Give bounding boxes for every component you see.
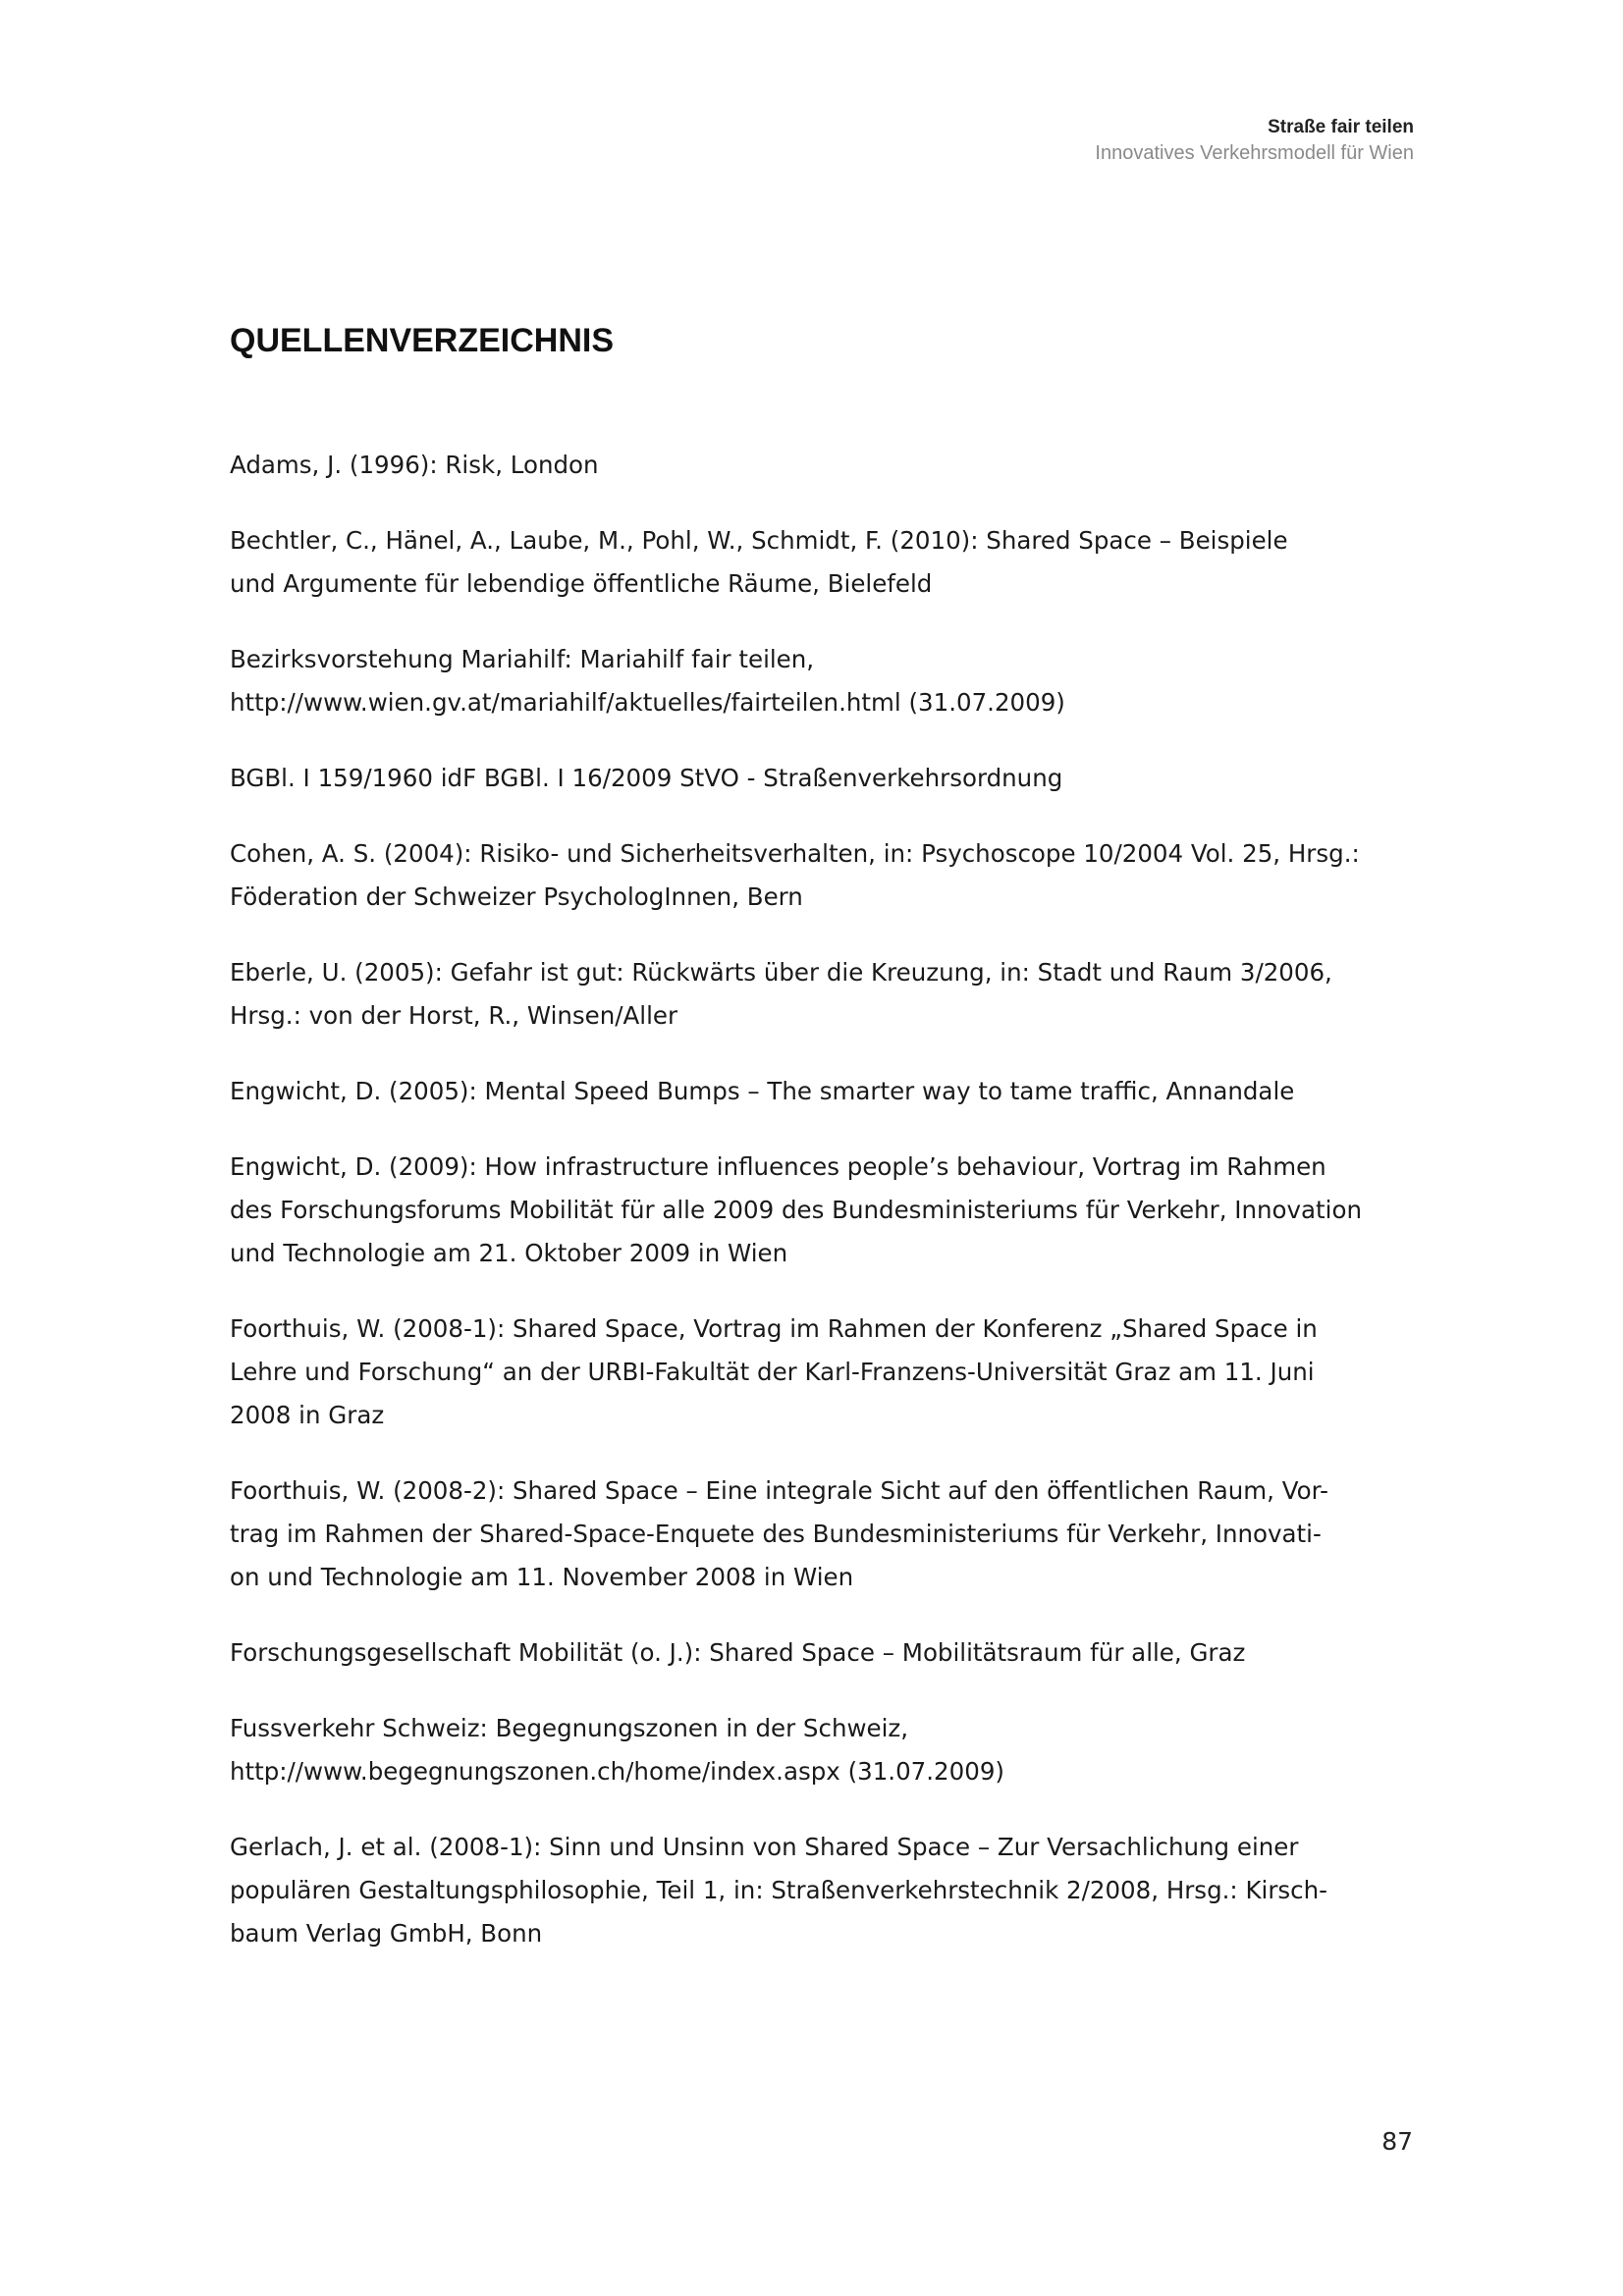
reference-line: http://www.begegnungszonen.ch/home/index.aspx (31.07.2009) — [230, 1757, 1004, 1786]
reference-line: Bezirksvorstehung Mariahilf: Mariahilf fair teilen, — [230, 645, 815, 673]
header-title: Straße fair teilen — [1268, 117, 1414, 137]
reference-line: BGBl. I 159/1960 idF BGBl. I 16/2009 StVO - Straßenverkehrsordnung — [230, 764, 1063, 792]
reference-line: Föderation der Schweizer PsychologInnen, Bern — [230, 882, 803, 911]
reference-line: Fussverkehr Schweiz: Begegnungszonen in der Schweiz, — [230, 1714, 909, 1742]
reference-entry — [230, 1631, 1418, 1675]
reference-line: baum Verlag GmbH, Bonn — [230, 1919, 543, 1948]
reference-entry — [230, 832, 1418, 919]
reference-line: und Argumente für lebendige öffentliche Räume, Bielefeld — [230, 569, 933, 598]
reference-line: Foorthuis, W. (2008-2): Shared Space – Eine integrale Sicht auf den öffentlichen Raum, Vor- — [230, 1476, 1328, 1505]
reference-line: und Technologie am 21. Oktober 2009 in Wien — [230, 1239, 788, 1267]
reference-line: Forschungsgesellschaft Mobilität (o. J.): Shared Space – Mobilitätsraum für alle, Graz — [230, 1638, 1246, 1667]
reference-line: Hrsg.: von der Horst, R., Winsen/Aller — [230, 1001, 678, 1030]
reference-line: Bechtler, C., Hänel, A., Laube, M., Pohl, W., Schmidt, F. (2010): Shared Space – Beispiele — [230, 526, 1288, 555]
reference-line: Engwicht, D. (2009): How infrastructure influences people’s behaviour, Vortrag im Rahmen — [230, 1152, 1326, 1181]
reference-entry — [230, 1146, 1418, 1275]
reference-line: 2008 in Graz — [230, 1401, 385, 1429]
reference-line: Adams, J. (1996): Risk, London — [230, 451, 599, 479]
reference-line: Foorthuis, W. (2008-1): Shared Space, Vortrag im Rahmen der Konferenz „Shared Space in — [230, 1314, 1318, 1343]
reference-entry — [230, 444, 1418, 487]
reference-entry — [230, 1070, 1418, 1113]
reference-line: des Forschungsforums Mobilität für alle 2009 des Bundesministeriums für Verkehr, Innovation — [230, 1196, 1362, 1224]
reference-entry — [230, 951, 1418, 1038]
page-title: QUELLENVERZEICHNIS — [230, 322, 615, 359]
reference-list — [230, 444, 1418, 1988]
reference-entry — [230, 519, 1418, 606]
reference-line: populären Gestaltungsphilosophie, Teil 1, in: Straßenverkehrstechnik 2/2008, Hrsg.: Kirsch- — [230, 1876, 1328, 1904]
reference-line: Lehre und Forschung“ an der URBI-Fakultät der Karl-Franzens-Universität Graz am 11. Juni — [230, 1358, 1315, 1386]
header-subtitle: Innovatives Verkehrsmodell für Wien — [1095, 142, 1414, 164]
reference-line: http://www.wien.gv.at/mariahilf/aktuelles/fairteilen.html (31.07.2009) — [230, 688, 1065, 717]
reference-entry — [230, 1308, 1418, 1437]
reference-line: on und Technologie am 11. November 2008 in Wien — [230, 1563, 854, 1591]
page-number: 87 — [1381, 2127, 1413, 2156]
reference-line: trag im Rahmen der Shared-Space-Enquete des Bundesministeriums für Verkehr, Innovati- — [230, 1520, 1322, 1548]
reference-line: Cohen, A. S. (2004): Risiko- und Sicherheitsverhalten, in: Psychoscope 10/2004 Vol. 25, Hrsg.: — [230, 839, 1360, 868]
reference-line: Gerlach, J. et al. (2008-1): Sinn und Unsinn von Shared Space – Zur Versachlichung einer — [230, 1833, 1299, 1861]
reference-line: Engwicht, D. (2005): Mental Speed Bumps – The smarter way to tame traffic, Annandale — [230, 1077, 1295, 1105]
reference-entry — [230, 1826, 1418, 1955]
reference-line: Eberle, U. (2005): Gefahr ist gut: Rückwärts über die Kreuzung, in: Stadt und Raum 3/2006, — [230, 958, 1332, 987]
reference-entry — [230, 1707, 1418, 1793]
running-header — [1095, 116, 1414, 165]
reference-entry — [230, 757, 1418, 800]
reference-entry — [230, 1469, 1418, 1599]
reference-entry — [230, 638, 1418, 724]
